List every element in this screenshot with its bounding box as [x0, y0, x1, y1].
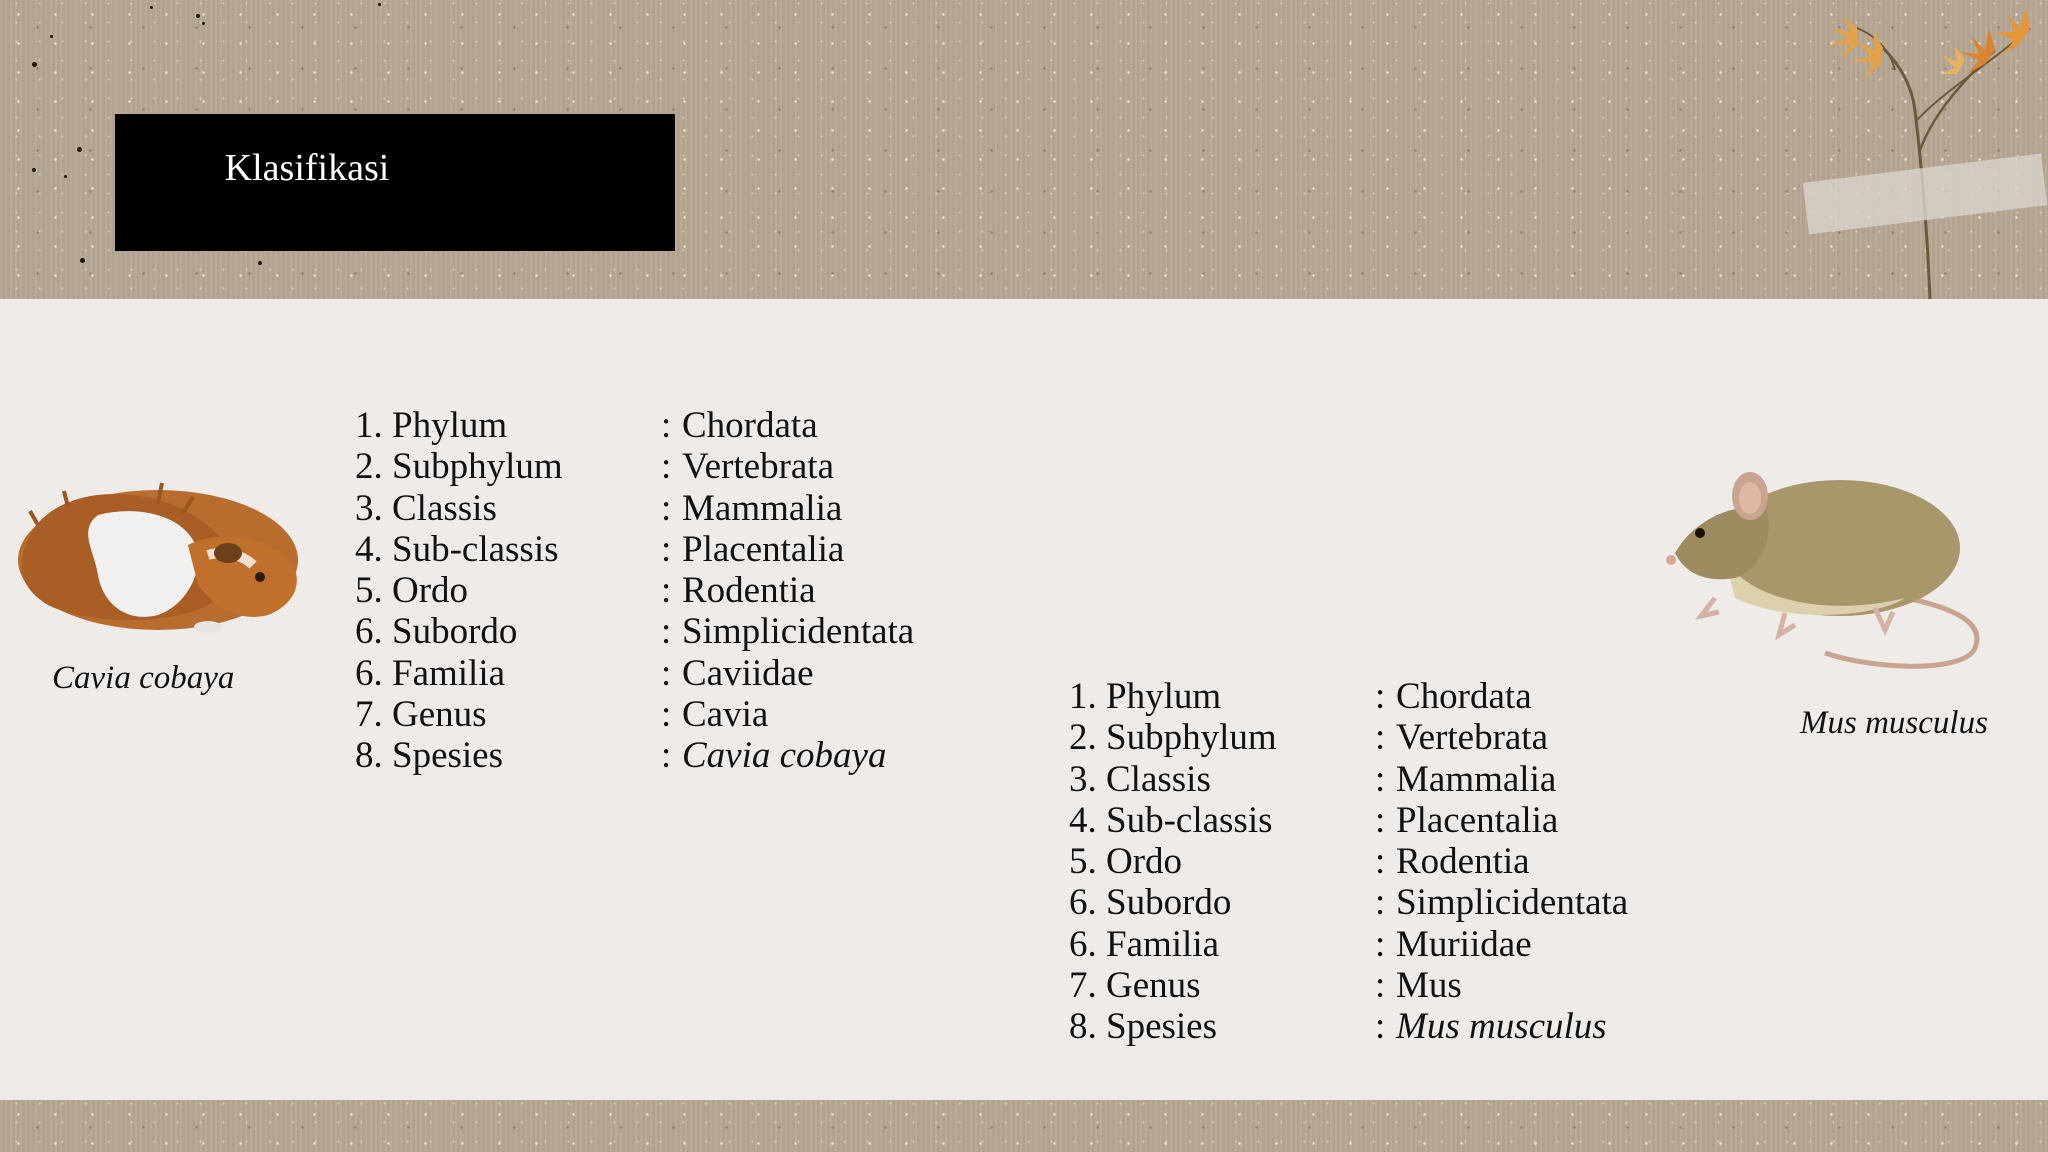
classification-row [1069, 965, 1769, 1006]
taxon-value: Caviidae [682, 652, 814, 694]
classification-row [1069, 717, 1769, 758]
taxon-value: Simplicidentata [1396, 882, 1629, 924]
classification-row [1069, 676, 1769, 717]
taxon-rank: 6. Familia [1069, 923, 1220, 965]
classification-row [355, 570, 1055, 611]
taxon-value: Vertebrata [1396, 717, 1549, 759]
classification-row [355, 735, 1055, 776]
classification-list-mus [1069, 676, 1769, 1048]
classification-row [355, 488, 1055, 529]
title-box [115, 114, 675, 251]
taxon-value: Mammalia [1396, 758, 1557, 800]
taxon-value: Placentalia [1396, 799, 1559, 841]
taxon-value: Vertebrata [682, 446, 835, 488]
caption-mus-musculus: Mus musculus [1800, 705, 1988, 741]
classification-row [355, 446, 1055, 487]
taxon-rank: 8. Spesies [355, 735, 503, 777]
separator: : [661, 405, 672, 446]
classification-row [355, 653, 1055, 694]
separator: : [1375, 882, 1386, 924]
taxon-rank: 6. Familia [355, 652, 506, 694]
taxon-value: Mus [1396, 965, 1462, 1007]
slide-title: Klasifikasi [224, 147, 390, 189]
taxon-rank: 6. Subordo [355, 611, 518, 653]
separator: : [1375, 717, 1386, 759]
taxon-rank: 1. Phylum [1069, 676, 1222, 717]
taxon-rank: 5. Ordo [355, 570, 469, 612]
classification-row [1069, 882, 1769, 923]
separator: : [661, 487, 672, 529]
taxon-value: Simplicidentata [682, 611, 915, 653]
classification-row [1069, 924, 1769, 965]
separator: : [661, 694, 672, 736]
separator: : [1375, 841, 1386, 883]
taxon-rank: 2. Subphylum [1069, 717, 1277, 759]
classification-row [355, 611, 1055, 652]
taxon-value: Mus musculus [1396, 1006, 1607, 1048]
taxon-rank: 8. Spesies [1069, 1006, 1217, 1048]
taxon-value: Placentalia [682, 528, 845, 570]
taxon-value: Chordata [1396, 676, 1532, 717]
separator: : [1375, 676, 1386, 717]
caption-cavia-cobaya: Cavia cobaya [52, 660, 235, 696]
separator: : [661, 611, 672, 653]
taxon-value: Muriidae [1396, 923, 1532, 965]
separator: : [1375, 923, 1386, 965]
separator: : [661, 735, 672, 777]
kraft-paper-footer [0, 1100, 2048, 1152]
taxon-value: Rodentia [1396, 841, 1530, 883]
separator: : [661, 652, 672, 694]
separator: : [1375, 965, 1386, 1007]
taxon-value: Cavia cobaya [682, 735, 887, 777]
taxon-rank: 7. Genus [1069, 965, 1201, 1007]
classification-list-cavia [355, 405, 1055, 777]
classification-row [355, 694, 1055, 735]
taxon-value: Chordata [682, 405, 818, 446]
taxon-rank: 1. Phylum [355, 405, 508, 446]
classification-row [355, 405, 1055, 446]
separator: : [661, 446, 672, 488]
taxon-rank: 4. Sub-classis [1069, 799, 1273, 841]
taxon-value: Rodentia [682, 570, 816, 612]
taxon-rank: 5. Ordo [1069, 841, 1183, 883]
mouse-illustration [1655, 448, 2000, 678]
classification-row [1069, 841, 1769, 882]
classification-row [1069, 800, 1769, 841]
separator: : [661, 570, 672, 612]
separator: : [1375, 799, 1386, 841]
separator: : [661, 528, 672, 570]
classification-row [1069, 759, 1769, 800]
taxon-rank: 7. Genus [355, 694, 487, 736]
taxon-value: Cavia [682, 694, 769, 736]
classification-row [355, 529, 1055, 570]
classification-row [1069, 1006, 1769, 1047]
separator: : [1375, 1006, 1386, 1048]
taxon-rank: 2. Subphylum [355, 446, 563, 488]
taxon-value: Mammalia [682, 487, 843, 529]
taxon-rank: 4. Sub-classis [355, 528, 559, 570]
taxon-rank: 3. Classis [1069, 758, 1211, 800]
taxon-rank: 6. Subordo [1069, 882, 1232, 924]
dried-flower-tape-icon [1795, 0, 2048, 299]
taxon-rank: 3. Classis [355, 487, 497, 529]
guinea-pig-illustration [8, 455, 308, 650]
separator: : [1375, 758, 1386, 800]
